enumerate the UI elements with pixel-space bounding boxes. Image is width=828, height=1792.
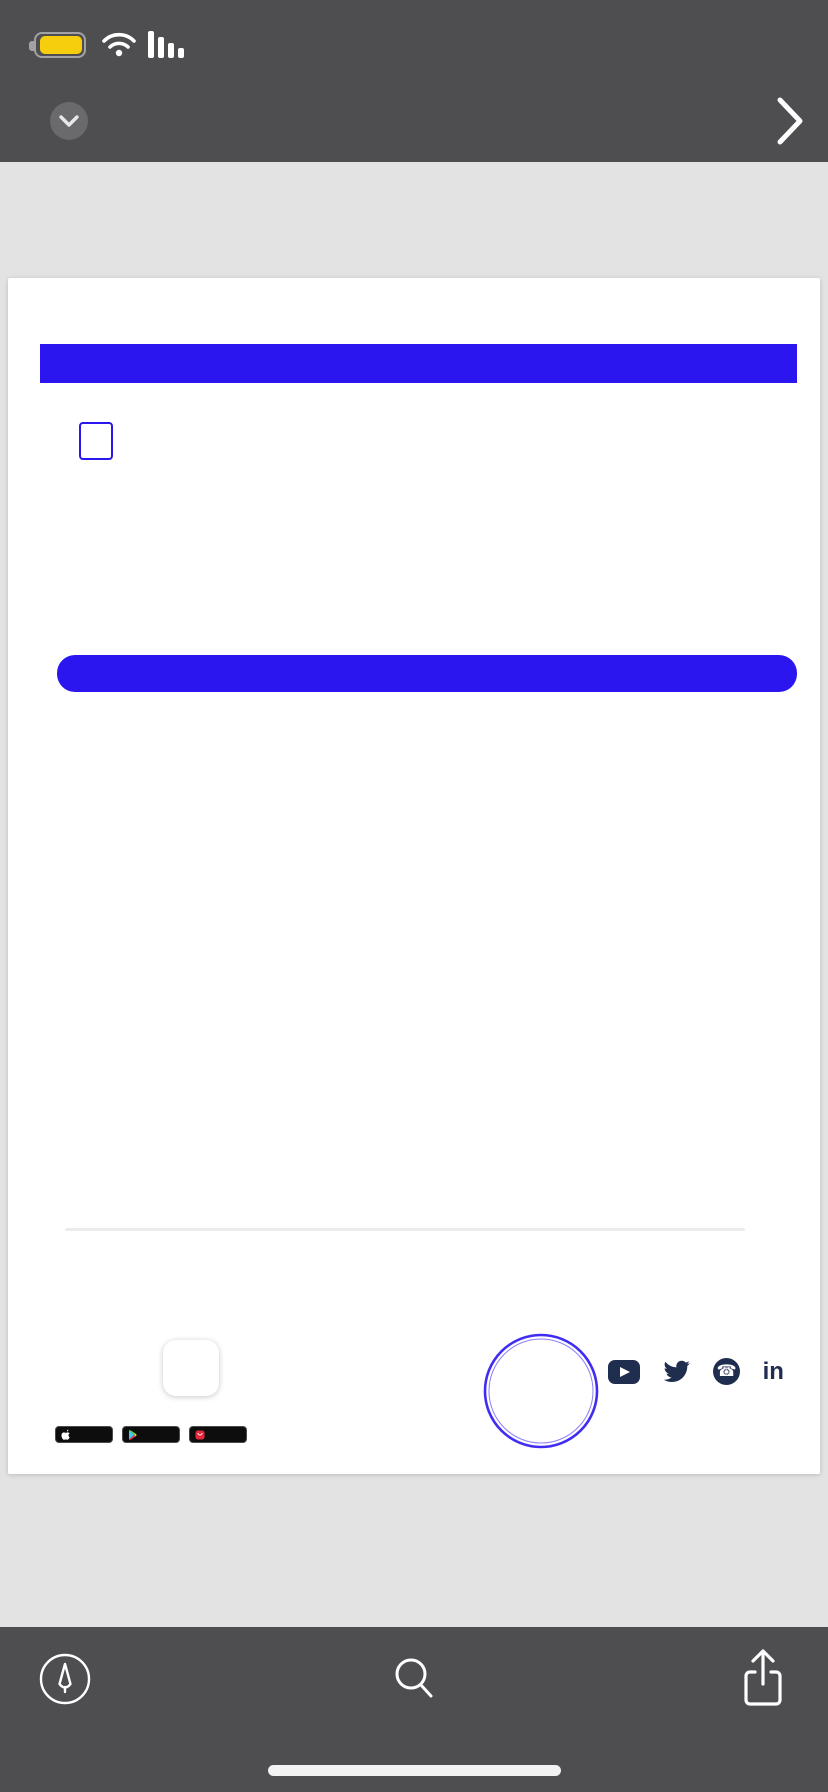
qr-center-logo [79,422,113,460]
header-blue-band [40,344,797,383]
app-download-qr-code [55,1338,131,1414]
twitter-icon [663,1360,691,1384]
google-play-badge [122,1426,180,1443]
youtube-icon [608,1360,640,1384]
document-heading [224,384,514,400]
linkedin-icon: in [762,1357,784,1385]
appgallery-icon [195,1430,205,1440]
search-button[interactable] [386,1651,442,1707]
share-button[interactable] [735,1651,791,1707]
whatsapp-icon: ☎ [713,1358,740,1385]
validation-qr-code[interactable] [55,400,137,482]
alrajhi-app-icon [163,1340,219,1396]
share-icon [735,1648,791,1710]
store-badges [55,1426,247,1443]
next-document-button[interactable] [774,90,808,157]
contact-block [608,1350,788,1385]
cellular-signal-icon [148,30,184,58]
battery-icon [34,32,86,58]
top-bar [0,0,828,162]
wifi-icon [100,30,138,63]
chevron-down-icon [58,114,80,128]
apple-icon [61,1429,70,1440]
digital-banking-stamp [482,1332,600,1450]
social-icons [608,1358,784,1385]
markup-pen-icon [37,1651,93,1707]
search-icon [388,1653,440,1705]
app-store-badge [55,1426,113,1443]
title-row [0,96,828,156]
chevron-right-icon [774,90,808,152]
google-play-icon [128,1430,137,1440]
appgallery-badge [189,1426,247,1443]
home-indicator[interactable] [268,1765,561,1776]
certificate-details-header [57,655,797,692]
markup-button[interactable] [37,1651,93,1707]
pdf-page [8,278,820,1474]
bottom-toolbar [0,1627,828,1792]
collapse-button[interactable] [50,102,88,140]
footer-divider [65,1228,745,1231]
